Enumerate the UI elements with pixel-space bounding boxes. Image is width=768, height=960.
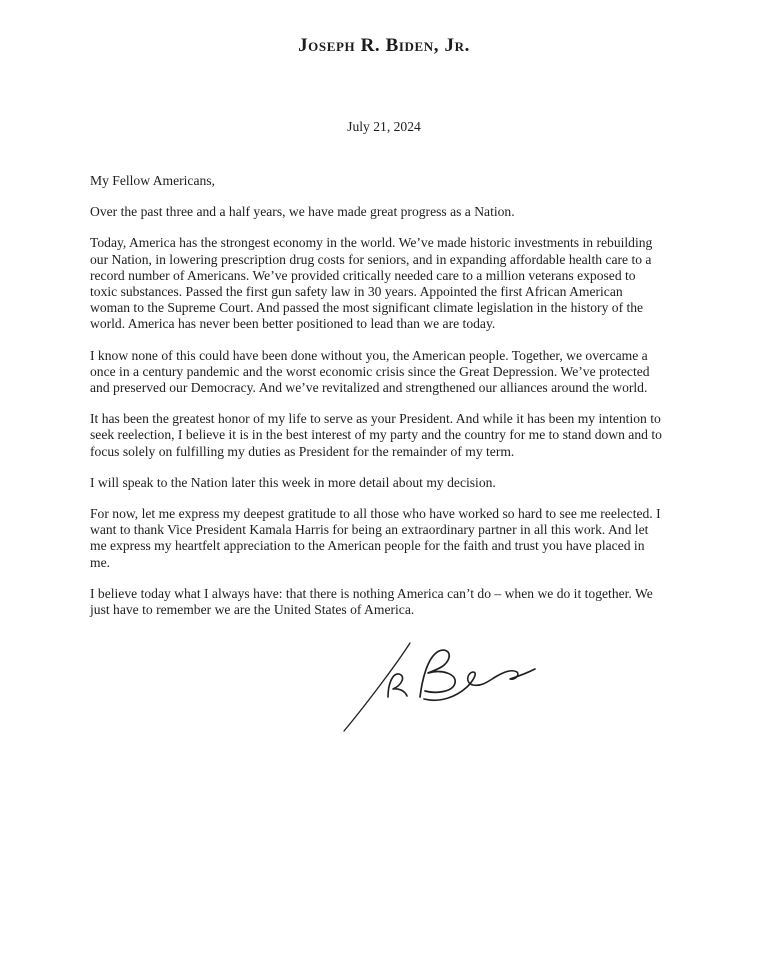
paragraph-closing: I believe today what I always have: that there is nothing America can’t do – when we do it together. We just have to remember we are the United States of America. [90,585,653,618]
letter-date: July 21, 2024 [347,119,421,134]
letterhead [0,0,768,58]
paragraph-accomplishments: Today, America has the strongest economy in the world. We’ve made historic investments in rebuilding our Nation, in lowering prescription drug costs for seniors, and in expanding affordable health care to a record number of Americans. We’ve provided critically needed care to a million veterans exposed to toxic substances. Passed the first gun safety law in 30 years. Appointed the first African American woman to the Supreme Court. And passed the most significant climate legislation in the history of the world. America has never been better positioned to lead than we are today. [90,235,653,332]
signature-image [328,633,558,735]
paragraph-stand-down: It has been the greatest honor of my life to serve as your President. And while it has been my intention to seek reelection, I believe it is in the best interest of my party and the country for me to stand down and to focus solely on fulfilling my duties as President for the remainder of my term. [90,411,662,459]
sender-name: Joseph R. Biden, Jr. [298,35,470,56]
letter-body [0,173,768,735]
signature [328,633,558,735]
paragraph-gratitude: For now, let me express my deepest gratitude to all those who have worked so hard to see me reelected. I want to thank Vice President Kamala Harris for being an extraordinary partner in all this work. And let me express my heartfelt appreciation to the American people for the faith and trust you have placed in me. [90,506,661,570]
salutation: My Fellow Americans, [90,173,215,188]
paragraph-speak-to-nation: I will speak to the Nation later this week in more detail about my decision. [90,474,496,490]
paragraph-progress: Over the past three and a half years, we have made great progress as a Nation. [90,204,515,220]
paragraph-american-people: I know none of this could have been done without you, the American people. Together, we overcame a once in a century pandemic and the worst economic crisis since the Great Depression. We’ve protected and preserved our Democracy. And we’ve revitalized and strengthened our alliances around the world. [90,347,650,396]
